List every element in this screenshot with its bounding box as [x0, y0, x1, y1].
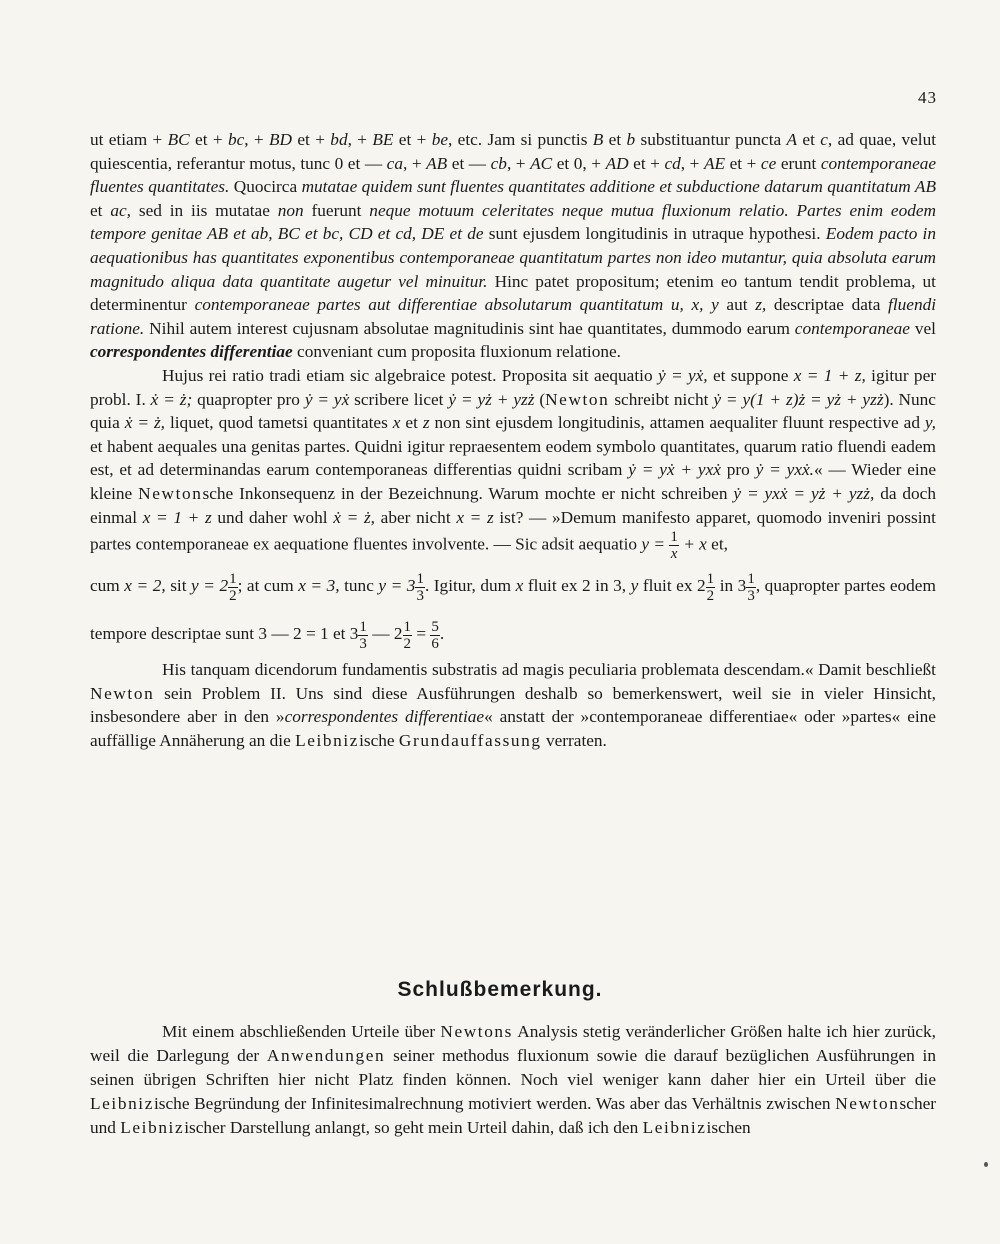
math-run: BE	[372, 130, 394, 149]
text-run: sein Problem II. Uns sind diese Ausführungen deshalb so bemerkenswert, weil sie in vieler Hinsicht, insbesondere aber in den »	[90, 683, 936, 727]
denominator: 3	[416, 587, 424, 604]
numerator: 1	[706, 570, 715, 587]
math-run: x	[515, 576, 524, 596]
text-run: da doch einmal	[90, 483, 936, 527]
text-run: aut	[726, 295, 748, 315]
text-run: schreibt nicht	[614, 389, 709, 409]
italic-run: Eodem pacto in aequationibus has quantitates exponentibus contemporaneae quantitatum partes non ideo mutantur, quia absoluta earum magnitudo aliqua data quantitate augetur vel minuitur.	[90, 224, 937, 291]
text-run: et	[90, 200, 103, 220]
text-run: in 3	[719, 576, 747, 596]
text-run: ischen	[706, 1118, 751, 1137]
italic-run: neque motuum celeritates neque mutua fluxionum relatio.	[369, 200, 789, 220]
text-run: igitur per probl. I.	[90, 365, 936, 409]
denominator: 3	[747, 587, 755, 604]
text-run: et habent aequales una genitas partes. Quidni igitur repraesentem eodem symbolo quantitates, quarum ratio fluendi eadem est, et ad determinandas earum contemporaneas differentias quidni scribam	[90, 436, 936, 480]
text-run: descriptae data	[773, 295, 881, 315]
text-run: et +	[729, 153, 757, 173]
math-run: x	[392, 413, 401, 433]
text-run: substituantur puncta	[640, 130, 782, 149]
text-run: ; at cum	[237, 576, 294, 596]
text-run: ut etiam +	[90, 130, 163, 149]
math-run: BD	[269, 130, 293, 149]
paragraph-1	[90, 128, 936, 364]
spaced-term: Grundauffassung	[398, 730, 542, 750]
math-run: ẏ = yż	[448, 389, 492, 409]
denominator: 2	[706, 587, 715, 604]
text-run: , ad quae, velut quiescentia, referantur motus, tunc 0 et —	[90, 130, 937, 173]
math-run: AD	[605, 153, 629, 173]
italic-run: contemporaneae partes aut differentiae absolutarum quantitatum u, x, y	[194, 295, 719, 315]
denominator: 6	[431, 635, 439, 652]
text-run: , +	[347, 130, 367, 149]
spaced-name: Leibniz	[642, 1118, 707, 1137]
text-run: .	[439, 624, 445, 644]
spaced-name: Newtons	[440, 1022, 513, 1041]
text-run: sunt ejusdem longitudinis in utraque hypothesi.	[488, 224, 821, 244]
math-run: z,	[755, 295, 767, 315]
margin-speck	[984, 1162, 988, 1167]
spaced-name: Newton	[138, 483, 203, 503]
text-run: et	[405, 413, 418, 433]
text-run: et +	[398, 130, 427, 149]
text-run: Hujus rei ratio tradi etiam sic algebraice potest. Proposita sit aequatio	[162, 365, 653, 385]
text-run: verraten.	[545, 730, 607, 750]
fraction-1-over-2	[403, 619, 413, 652]
math-run: ẏ = yẋ + yxẋ	[628, 460, 721, 480]
math-run: ca	[386, 153, 403, 173]
math-run: ẋ = ż,	[124, 413, 165, 433]
text-run: non sint ejusdem longitudinis, attamen aequaliter fluunt respective ad	[434, 413, 920, 433]
math-run: y =	[641, 534, 666, 554]
math-run: y = 2	[191, 576, 229, 596]
math-run: AC	[530, 153, 553, 173]
math-run: ẏ = yẋ	[304, 389, 350, 409]
text-run: ). Nunc quia	[90, 389, 936, 433]
spaced-name: Newton	[835, 1094, 900, 1113]
italic-run: mutatae quidem sunt fluentes quantitates additione et subductione datarum quantitatum AB	[301, 177, 937, 197]
math-run: cd	[664, 153, 681, 173]
math-run: x = z	[456, 507, 494, 527]
text-run: scribere licet	[354, 389, 444, 409]
text-run: Mit einem abschließenden Urteile über	[162, 1022, 436, 1041]
fraction-1-over-3	[415, 571, 425, 604]
fraction-1-over-2	[228, 571, 238, 604]
text-run: aber nicht	[380, 507, 451, 527]
text-run: ischer Darstellung anlangt, so geht mein Urteil dahin, daß ich den	[184, 1118, 639, 1137]
math-run: ẏ = y(1 + z)ż = yż + yzż	[713, 389, 884, 409]
paragraph-4	[90, 658, 936, 752]
text-run: liquet, quod tametsi quantitates	[169, 413, 388, 433]
text-run: fluit ex 2 in 3,	[527, 576, 627, 596]
paragraph-2	[90, 364, 936, 562]
closing-text	[90, 1020, 936, 1140]
math-run: bd	[330, 130, 348, 149]
text-run: et	[802, 130, 815, 149]
text-run: et —	[451, 153, 487, 173]
text-run: et suppone	[712, 365, 789, 385]
math-run: AE	[703, 153, 726, 173]
text-run: et +	[633, 153, 660, 173]
numerator: 1	[229, 570, 237, 587]
numerator: 1	[416, 570, 424, 587]
numerator: 1	[747, 570, 755, 587]
math-run: cb	[490, 153, 507, 173]
text-run: sche Inkonsequenz in der Bezeichnung. Warum mochte er nicht schreiben	[202, 483, 728, 503]
text-run: , +	[680, 153, 700, 173]
body-text	[90, 128, 936, 752]
bold-italic-run: correspondentes differentiae	[90, 342, 293, 362]
text-run: seiner methodus fluxionum sowie die darauf bezüglichen Ausführungen in seinen übrigen Schriften hier nicht Platz finden können. Noch viel weniger kann daher hier ein Urteil über die	[90, 1046, 936, 1089]
text-run: (	[539, 389, 546, 409]
text-run: . Igitur, dum	[424, 576, 512, 596]
fraction-1-over-2	[706, 571, 716, 604]
text-run: sit	[170, 576, 187, 596]
math-run: b	[626, 130, 636, 149]
numerator: 1	[670, 529, 678, 546]
text-run: pro	[726, 460, 750, 480]
fraction-5-over-6	[430, 619, 440, 652]
italic-run: non	[277, 200, 304, 220]
text-run: fuerunt	[311, 200, 362, 220]
text-run: ist? — »Demum manifesto apparet, quomodo inveniri possint partes contemporaneae ex aequatione fluentes involvente. — Sic adsit aequatio	[90, 507, 936, 554]
spaced-name: Newton	[545, 389, 610, 409]
text-run: ische Begründung der Infinitesimalrechnung motiviert werden. Was aber das Verhältnis zwischen	[153, 1094, 831, 1113]
text-run: quapropter pro	[197, 389, 300, 409]
text-run: erunt	[780, 153, 817, 173]
spaced-term: Anwendungen	[266, 1046, 386, 1065]
fraction-1-over-3	[746, 571, 756, 604]
text-run: « anstatt der »contemporaneae differentiae« oder »partes« eine auffällige Annäherung an die	[90, 707, 936, 750]
text-run: und daher wohl	[217, 507, 328, 527]
text-run: et +	[195, 130, 223, 149]
text-run: et,	[711, 534, 728, 554]
italic-run: contemporaneae	[794, 318, 910, 338]
math-run: x = 2,	[124, 576, 166, 596]
math-run: ẏ = yxẋ.	[755, 460, 814, 480]
numerator: 1	[359, 618, 367, 635]
spaced-name: Leibniz	[90, 1094, 154, 1113]
math-run: ce	[760, 153, 777, 173]
math-run: B	[592, 130, 604, 149]
denominator: 2	[403, 635, 411, 652]
text-run: , +	[506, 153, 526, 173]
math-run: ẏ = yẋ,	[657, 365, 708, 385]
paragraph-5	[90, 1020, 936, 1140]
math-run: + x	[683, 534, 707, 554]
denominator: 2	[229, 587, 237, 604]
math-run: z	[422, 413, 430, 433]
denominator: x	[670, 546, 678, 563]
text-run: fluit ex 2	[642, 576, 706, 596]
math-run: AB	[426, 153, 448, 173]
text-run: tunc	[344, 576, 374, 596]
math-run: ac,	[110, 200, 131, 220]
text-run: Analysis stetig veränderlicher Größen halte ich hier zurück, weil die Darlegung der	[90, 1022, 936, 1065]
text-run: Hinc patet propositum; etenim eo tantum tendit problema, ut determinentur	[90, 271, 936, 315]
text-run: , quapropter partes eodem tempore descriptae sunt 3 — 2 = 1 et 3	[90, 576, 936, 644]
text-run: , +	[402, 153, 422, 173]
italic-run: correspondentes differentiae	[284, 707, 485, 727]
math-run: bc	[227, 130, 245, 149]
denominator: 3	[359, 635, 367, 652]
math-run: x = 1 + z,	[793, 365, 866, 385]
text-run: Nihil autem interest cujusnam absolutae magnitudinis sint hae quantitates, dummodo earum	[149, 318, 790, 338]
section-heading: Schlußbemerkung.	[397, 978, 603, 1001]
math-run: y = 3	[378, 576, 416, 596]
text-run: et 0, +	[556, 153, 602, 173]
text-run: vel	[914, 318, 936, 338]
paragraph-3	[90, 562, 936, 658]
text-run: ische	[359, 730, 395, 750]
text-run: Quocirca	[233, 177, 298, 197]
text-run: sed in iis mutatae	[138, 200, 270, 220]
math-run: ẏ = yxẋ = yż + yzż,	[733, 483, 875, 503]
italic-run: Partes enim eodem tempore genitae AB et ab, BC et bc, CD et cd, DE et de	[90, 200, 937, 244]
math-run: y,	[924, 413, 936, 433]
spaced-name: Leibniz	[120, 1118, 185, 1137]
math-run: be	[431, 130, 449, 149]
text-run: conveniant cum proposita fluxionum relatione.	[297, 342, 621, 362]
fraction-1-over-3	[358, 619, 368, 652]
math-run: x = 3,	[298, 576, 340, 596]
text-run: His tanquam dicendorum fundamentis substratis ad magis peculiaria problemata descendam.« Damit beschließt	[162, 660, 936, 680]
math-run: BC	[167, 130, 190, 149]
math-run: ẋ = ż;	[150, 389, 193, 409]
fraction-1-over-x	[669, 529, 679, 562]
math-run: + yzż	[496, 389, 535, 409]
spaced-name: Leibniz	[295, 730, 360, 750]
numerator: 1	[403, 618, 411, 635]
text-run: et +	[297, 130, 325, 149]
text-run: cum	[90, 576, 120, 596]
text-run: et	[608, 130, 622, 149]
page-number: 43	[918, 88, 937, 107]
text-run: « — Wieder eine kleine	[90, 460, 937, 503]
math-run: y	[630, 576, 639, 596]
italic-run: fluendi ratione.	[90, 295, 937, 338]
math-run: x = 1 + z	[142, 507, 212, 527]
text-run: — 2	[372, 624, 403, 644]
text-run: scher und	[90, 1094, 937, 1137]
text-run: , +	[244, 130, 264, 149]
math-run: A	[786, 130, 798, 149]
italic-run: contemporaneae fluentes quantitates.	[90, 153, 937, 197]
math-run: c	[820, 130, 828, 149]
text-run: , etc. Jam si punctis	[448, 130, 588, 149]
spaced-name: Newton	[90, 683, 155, 703]
numerator: 5	[431, 618, 439, 635]
text-run: =	[416, 624, 427, 644]
math-run: ẋ = ż,	[333, 507, 375, 527]
